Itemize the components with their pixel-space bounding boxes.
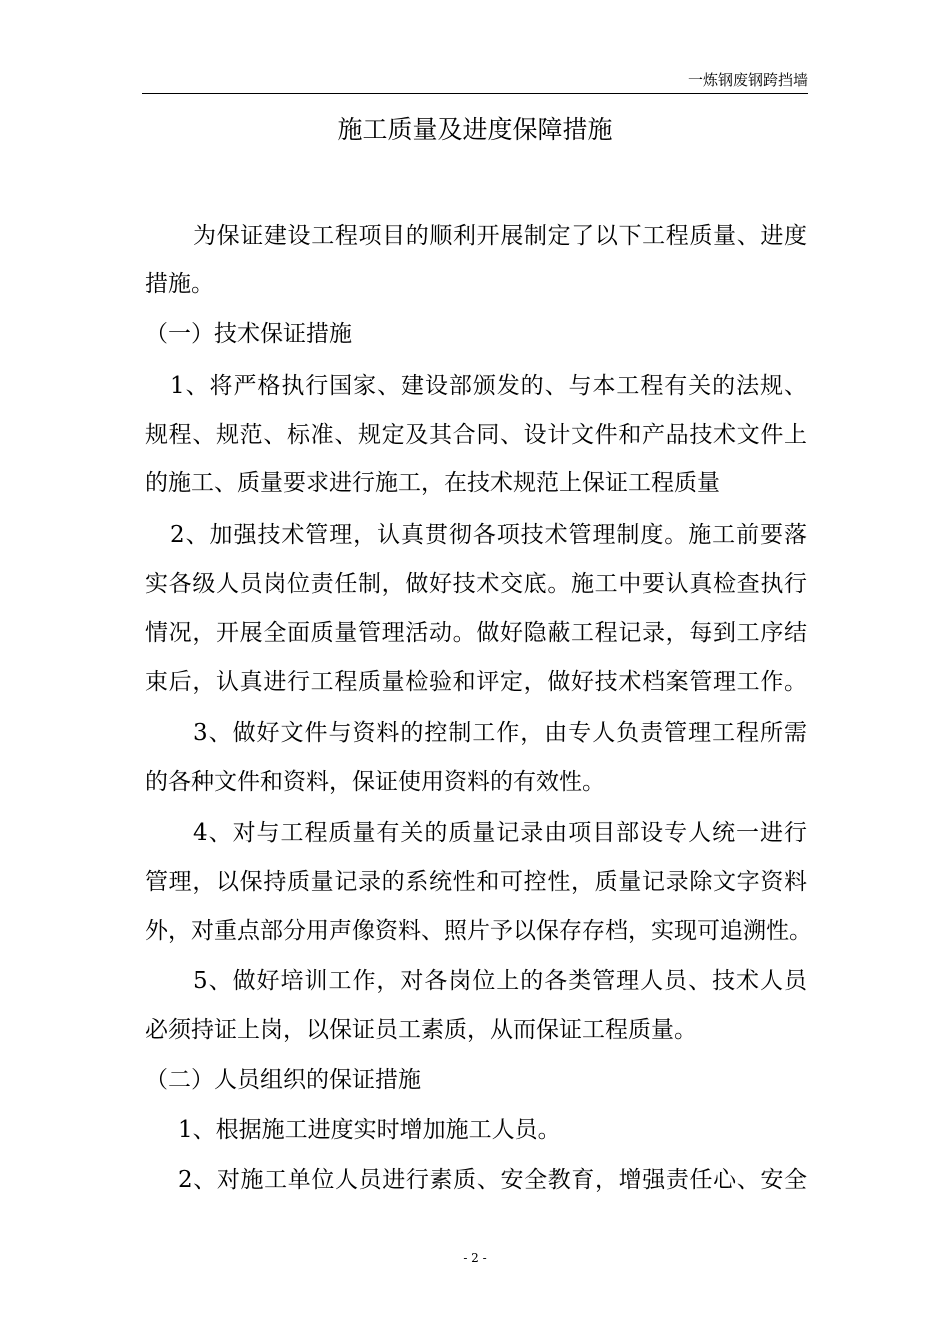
item-4-line-2: 管理，以保持质量记录的系统性和可控性，质量记录除文字资料 [145,869,807,895]
item-3-line-1: 3、做好文件与资料的控制工作，由专人负责管理工程所需 [193,720,807,746]
personnel-item-2-line-1: 2、对施工单位人员进行素质、安全教育，增强责任心、安全 [178,1167,807,1193]
paragraph-intro-line-2: 措施。 [145,271,214,297]
item-2-line-4: 束后，认真进行工程质量检验和评定，做好技术档案管理工作。 [145,669,807,695]
header-text: 一炼钢废钢跨挡墙 [687,71,808,89]
item-2-line-1: 2、加强技术管理，认真贯彻各项技术管理制度。施工前要落 [170,522,807,548]
item-1-line-3: 的施工、质量要求进行施工，在技术规范上保证工程质量 [145,470,720,496]
header-divider [142,93,808,94]
item-2-line-2: 实各级人员岗位责任制，做好技术交底。施工中要认真检查执行 [145,571,807,597]
page-number: - 2 - [463,1251,487,1265]
section-heading-personnel: （二）人员组织的保证措施 [145,1067,421,1093]
paragraph-intro-line-1: 为保证建设工程项目的顺利开展制定了以下工程质量、进度 [193,223,807,249]
item-4-line-3: 外，对重点部分用声像资料、照片予以保存存档，实现可追溯性。 [145,918,812,944]
section-heading-technical: （一）技术保证措施 [145,321,352,347]
item-3-line-2: 的各种文件和资料，保证使用资料的有效性。 [145,769,605,795]
item-1-line-2: 规程、规范、标准、规定及其合同、设计文件和产品技术文件上 [145,422,807,448]
item-4-line-1: 4、对与工程质量有关的质量记录由项目部设专人统一进行 [193,820,807,846]
item-5-line-1: 5、做好培训工作，对各岗位上的各类管理人员、技术人员 [193,968,807,994]
item-5-line-2: 必须持证上岗，以保证员工素质，从而保证工程质量。 [145,1017,697,1043]
personnel-item-1: 1、根据施工进度实时增加施工人员。 [178,1117,561,1143]
item-1-line-1: 1、将严格执行国家、建设部颁发的、与本工程有关的法规、 [170,373,807,399]
document-title: 施工质量及进度保障措施 [337,115,613,144]
item-2-line-3: 情况，开展全面质量管理活动。做好隐蔽工程记录，每到工序结 [145,620,807,646]
